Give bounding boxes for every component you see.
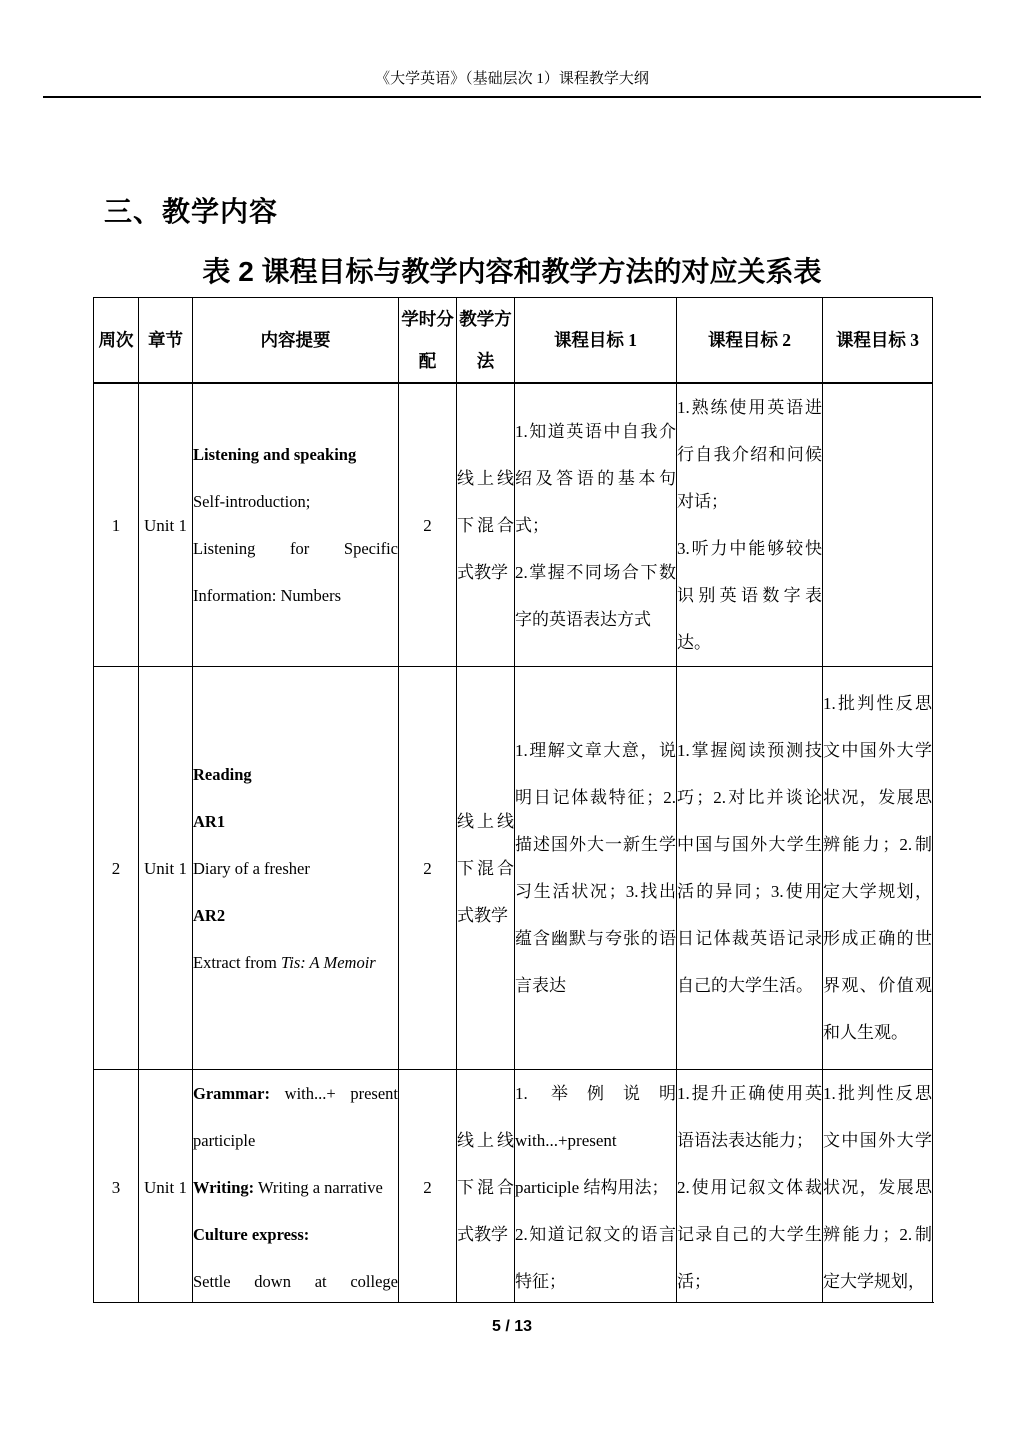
text-run: Writing a narrative	[254, 1178, 383, 1197]
objective-3-cell	[823, 383, 933, 667]
week-cell: 2	[94, 667, 139, 1070]
text-run: AR2	[193, 905, 226, 925]
content-paragraph	[193, 431, 398, 478]
objective-paragraph: 1.熟练使用英语进行自我介绍和问候对话；	[677, 398, 822, 511]
text-run: Tis: A Memoir	[280, 952, 376, 972]
column-header: 学时分配	[399, 298, 457, 384]
week-cell: 3	[94, 1070, 139, 1304]
text-run: Self-introduction;	[193, 492, 311, 511]
objective-paragraph: 1.知道英语中自我介绍及答语的基本句式；	[515, 421, 676, 535]
hours-cell: 2	[399, 1070, 457, 1304]
text-run: Reading	[193, 764, 252, 784]
content-summary-cell	[193, 1070, 399, 1304]
hours-cell: 2	[399, 383, 457, 667]
objective-1-cell	[515, 1070, 677, 1304]
objective-1-cell	[515, 667, 677, 1070]
section-heading: 三、教学内容	[104, 196, 279, 227]
table-row	[94, 667, 933, 1070]
content-paragraph	[193, 1211, 398, 1258]
objective-1-cell	[515, 383, 677, 667]
week-cell: 1	[94, 383, 139, 667]
text-run: Extract from	[193, 952, 281, 972]
teaching-method-cell: 线上线下混合式教学	[457, 383, 515, 667]
content-summary-cell	[193, 667, 399, 1070]
objective-2-cell	[677, 667, 823, 1070]
syllabus-table-container	[93, 297, 934, 1303]
page-header	[43, 70, 981, 98]
content-paragraph	[193, 1164, 398, 1211]
objective-paragraph: 1.批判性反思文中国外大学状况，发展思辨能力；2.制定大学规划，形成正确的世界观、价值观和人生观。	[823, 694, 932, 1042]
objective-2-cell	[677, 383, 823, 667]
content-paragraph	[193, 525, 398, 619]
objective-paragraph: 1. 举例说明 with...+present participle 结构用法；	[515, 1084, 676, 1197]
content-paragraph	[193, 845, 398, 892]
objective-paragraph: 1.掌握阅读预测技巧；2.对比并谈论中国与国外大学生活的异同；3.使用日记体裁英语记录自己的大学生活。	[677, 741, 822, 995]
text-run: with...+ present participle	[193, 1084, 398, 1150]
content-paragraph	[193, 939, 398, 986]
objective-paragraph: 1.提升正确使用英语语法表达能力；	[677, 1084, 822, 1150]
text-run: Grammar:	[193, 1084, 270, 1103]
page-number: 5 / 13	[491, 1318, 533, 1335]
table-header-row	[94, 298, 933, 384]
objective-paragraph: 2.掌握不同场合下数字的英语表达方式	[515, 562, 676, 629]
column-header: 章节	[139, 298, 193, 384]
text-run: Culture express:	[193, 1225, 310, 1244]
text-run: Writing:	[193, 1178, 255, 1197]
column-header: 课程目标 2	[677, 298, 823, 384]
text-run: Listening for Specific Information: Numbers	[193, 539, 398, 605]
content-paragraph	[193, 798, 398, 845]
content-paragraph	[193, 751, 398, 798]
hours-cell: 2	[399, 667, 457, 1070]
content-paragraph	[193, 892, 398, 939]
text-run: AR1	[193, 811, 226, 831]
column-header: 课程目标 1	[515, 298, 677, 384]
objective-3-cell	[823, 667, 933, 1070]
content-paragraph	[193, 1070, 398, 1164]
objective-paragraph: 2.知道记叙文的语言特征；	[515, 1225, 676, 1291]
content-paragraph	[193, 478, 398, 525]
table-row	[94, 383, 933, 667]
objective-paragraph: 1.批判性反思文中国外大学状况，发展思辨能力；2.制定大学规划，	[823, 1084, 932, 1291]
column-header: 教学方法	[457, 298, 515, 384]
objective-paragraph: 3.听力中能够较快识别英语数字表达。	[677, 539, 822, 652]
chapter-cell: Unit 1	[139, 383, 193, 667]
column-header: 周次	[94, 298, 139, 384]
chapter-cell: Unit 1	[139, 667, 193, 1070]
objective-paragraph: 2.使用记叙文体裁记录自己的大学生活；	[677, 1178, 822, 1291]
text-run: Settle down at college	[193, 1272, 398, 1291]
text-run: Diary of a fresher	[193, 858, 310, 878]
content-summary-cell	[193, 383, 399, 667]
teaching-method-cell: 线上线下混合式教学	[457, 1070, 515, 1304]
objective-3-cell	[823, 1070, 933, 1304]
column-header: 课程目标 3	[823, 298, 933, 384]
header-title: 《大学英语》（基础层次 1）课程教学大纲	[375, 71, 649, 87]
objective-paragraph: 1.理解文章大意，说明日记体裁特征；2.描述国外大一新生学习生活状况；3.找出蕴含幽默与夸张的语言表达	[515, 741, 676, 995]
column-header: 内容提要	[193, 298, 399, 384]
syllabus-table	[93, 297, 933, 1303]
teaching-method-cell: 线上线下混合式教学	[457, 667, 515, 1070]
text-run: Listening and speaking	[193, 445, 357, 464]
chapter-cell: Unit 1	[139, 1070, 193, 1304]
content-paragraph	[193, 1258, 398, 1303]
table-title: 表 2 课程目标与教学内容和教学方法的对应关系表	[202, 256, 822, 287]
objective-2-cell	[677, 1070, 823, 1304]
table-row	[94, 1070, 933, 1304]
table-body	[94, 383, 933, 1303]
